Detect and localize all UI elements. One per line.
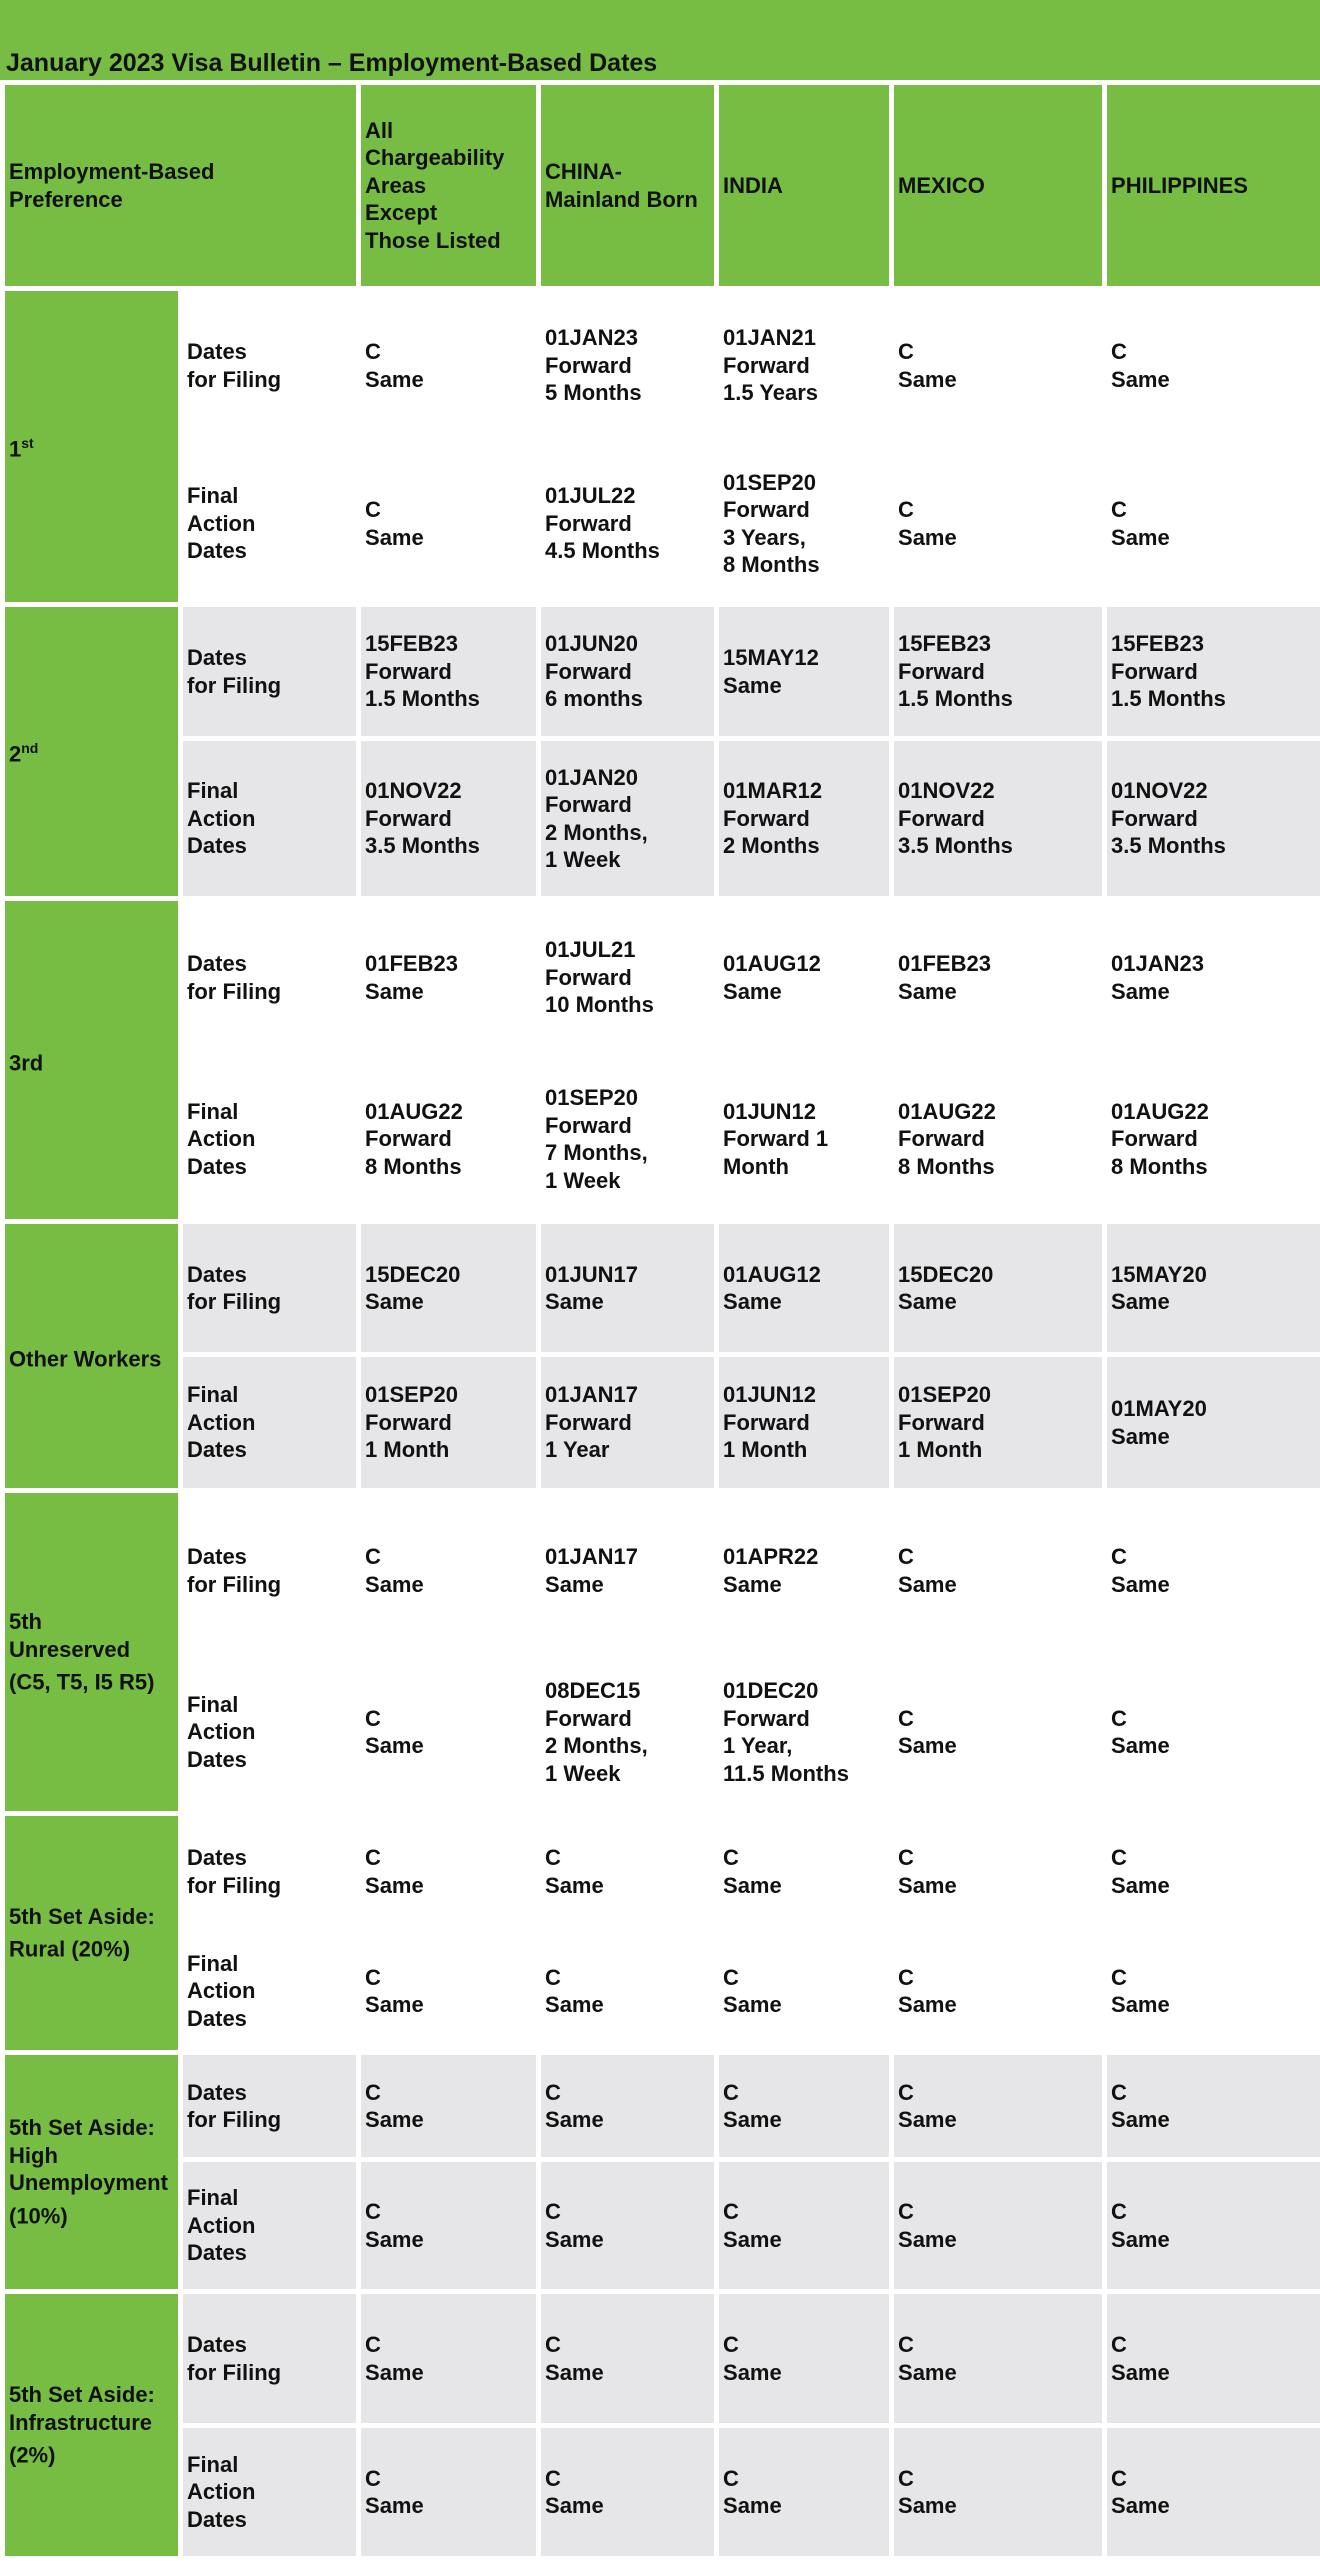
row-type-dates-for-filing: Dates for Filing	[181, 899, 359, 1057]
table-row	[3, 1651, 1320, 1814]
date-cell-china: 01JUN17 Same	[539, 1222, 717, 1355]
header-mexico: MEXICO	[892, 83, 1105, 289]
date-cell-all-chargeability: C Same	[359, 289, 539, 443]
preference-group-label	[3, 2053, 181, 2292]
table-row	[3, 2292, 1320, 2426]
date-cell-all-chargeability: 15DEC20 Same	[359, 1222, 539, 1355]
date-cell-philippines: 15FEB23 Forward 1.5 Months	[1105, 605, 1320, 739]
preference-label-suffix: st	[21, 435, 33, 451]
row-type-final-action-dates: Final Action Dates	[181, 739, 359, 899]
table-row	[3, 605, 1320, 739]
preference-group-label	[3, 1222, 181, 1491]
row-type-final-action-dates: Final Action Dates	[181, 2160, 359, 2292]
table-row	[3, 443, 1320, 605]
date-cell-india: 01MAR12 Forward 2 Months	[717, 739, 892, 899]
date-cell-china: C Same	[539, 1930, 717, 2053]
table-body	[3, 289, 1320, 2559]
date-cell-all-chargeability: C Same	[359, 2160, 539, 2292]
row-type-dates-for-filing: Dates for Filing	[181, 1491, 359, 1651]
date-cell-india: 01JUN12 Forward 1 Month	[717, 1355, 892, 1491]
preference-label-text: 5th Set Aside: Rural (20%)	[9, 1904, 155, 1962]
table-row	[3, 2160, 1320, 2292]
date-cell-china: 01JAN17 Same	[539, 1491, 717, 1651]
row-type-final-action-dates: Final Action Dates	[181, 1930, 359, 2053]
table-row	[3, 1222, 1320, 1355]
preference-label-text: 5th Set Aside: Infrastructure (2%)	[9, 2382, 155, 2467]
date-cell-philippines: C Same	[1105, 2426, 1320, 2559]
date-cell-india: 01SEP20 Forward 3 Years, 8 Months	[717, 443, 892, 605]
header-row	[3, 83, 1320, 289]
date-cell-philippines: C Same	[1105, 1814, 1320, 1930]
row-type-final-action-dates: Final Action Dates	[181, 1651, 359, 1814]
date-cell-philippines: 01NOV22 Forward 3.5 Months	[1105, 739, 1320, 899]
date-cell-china: 01JAN23 Forward 5 Months	[539, 289, 717, 443]
header-preference: Employment-Based Preference	[3, 83, 359, 289]
table-row	[3, 899, 1320, 1057]
row-type-final-action-dates: Final Action Dates	[181, 1057, 359, 1222]
preference-group-label	[3, 1491, 181, 1814]
date-cell-china: C Same	[539, 2160, 717, 2292]
preference-group-label	[3, 605, 181, 899]
date-cell-china: 01JUN20 Forward 6 months	[539, 605, 717, 739]
date-cell-india: C Same	[717, 2160, 892, 2292]
date-cell-philippines: 01MAY20 Same	[1105, 1355, 1320, 1491]
preference-label-text: 2	[9, 741, 21, 766]
date-cell-india: C Same	[717, 1930, 892, 2053]
preference-label-suffix: nd	[21, 740, 38, 756]
date-cell-mexico: 15FEB23 Forward 1.5 Months	[892, 605, 1105, 739]
date-cell-china: C Same	[539, 2426, 717, 2559]
date-cell-all-chargeability: C Same	[359, 1491, 539, 1651]
date-cell-mexico: 01AUG22 Forward 8 Months	[892, 1057, 1105, 1222]
date-cell-philippines: C Same	[1105, 2292, 1320, 2426]
row-type-dates-for-filing: Dates for Filing	[181, 289, 359, 443]
date-cell-philippines: C Same	[1105, 2160, 1320, 2292]
date-cell-mexico: C Same	[892, 443, 1105, 605]
date-cell-china: 01SEP20 Forward 7 Months, 1 Week	[539, 1057, 717, 1222]
date-cell-mexico: 01FEB23 Same	[892, 899, 1105, 1057]
date-cell-india: 01JAN21 Forward 1.5 Years	[717, 289, 892, 443]
header-india: INDIA	[717, 83, 892, 289]
preference-group-label	[3, 2292, 181, 2559]
row-type-dates-for-filing: Dates for Filing	[181, 1222, 359, 1355]
date-cell-mexico: C Same	[892, 1491, 1105, 1651]
date-cell-mexico: C Same	[892, 2160, 1105, 2292]
table-row	[3, 2053, 1320, 2160]
date-cell-all-chargeability: C Same	[359, 1814, 539, 1930]
date-cell-china: C Same	[539, 2292, 717, 2426]
table-row	[3, 289, 1320, 443]
header-all-chargeability: All Chargeability Areas Except Those Listed	[359, 83, 539, 289]
date-cell-china: 01JUL21 Forward 10 Months	[539, 899, 717, 1057]
preference-label-text: 1	[9, 436, 21, 461]
date-cell-mexico: C Same	[892, 2426, 1105, 2559]
preference-label-text: 5th Unreserved (C5, T5, I5 R5)	[9, 1609, 154, 1694]
date-cell-mexico: C Same	[892, 289, 1105, 443]
row-type-final-action-dates: Final Action Dates	[181, 443, 359, 605]
date-cell-china: 01JAN20 Forward 2 Months, 1 Week	[539, 739, 717, 899]
date-cell-philippines: 01AUG22 Forward 8 Months	[1105, 1057, 1320, 1222]
date-cell-china: 01JUL22 Forward 4.5 Months	[539, 443, 717, 605]
date-cell-all-chargeability: C Same	[359, 2292, 539, 2426]
date-cell-india: 01DEC20 Forward 1 Year, 11.5 Months	[717, 1651, 892, 1814]
date-cell-india: 01APR22 Same	[717, 1491, 892, 1651]
date-cell-mexico: C Same	[892, 1930, 1105, 2053]
date-cell-philippines: C Same	[1105, 2053, 1320, 2160]
preference-group-label	[3, 1814, 181, 2053]
date-cell-mexico: 01SEP20 Forward 1 Month	[892, 1355, 1105, 1491]
date-cell-philippines: C Same	[1105, 443, 1320, 605]
date-cell-mexico: C Same	[892, 2292, 1105, 2426]
date-cell-china: 08DEC15 Forward 2 Months, 1 Week	[539, 1651, 717, 1814]
date-cell-philippines: 15MAY20 Same	[1105, 1222, 1320, 1355]
date-cell-mexico: C Same	[892, 1651, 1105, 1814]
preference-label-text: 5th Set Aside: High Unemployment (10%)	[9, 2115, 168, 2228]
preference-label-text: 3rd	[9, 1050, 43, 1075]
date-cell-india: C Same	[717, 2292, 892, 2426]
preference-label-text: Other Workers	[9, 1346, 161, 1371]
date-cell-india: C Same	[717, 1814, 892, 1930]
date-cell-all-chargeability: C Same	[359, 443, 539, 605]
date-cell-india: C Same	[717, 2053, 892, 2160]
header-philippines: PHILIPPINES	[1105, 83, 1320, 289]
table-row	[3, 1814, 1320, 1930]
preference-group-label	[3, 289, 181, 605]
date-cell-china: C Same	[539, 1814, 717, 1930]
date-cell-mexico: 01NOV22 Forward 3.5 Months	[892, 739, 1105, 899]
table-row	[3, 1491, 1320, 1651]
date-cell-philippines: C Same	[1105, 1930, 1320, 2053]
date-cell-india: 15MAY12 Same	[717, 605, 892, 739]
date-cell-all-chargeability: 01AUG22 Forward 8 Months	[359, 1057, 539, 1222]
date-cell-india: 01AUG12 Same	[717, 1222, 892, 1355]
table-row	[3, 1057, 1320, 1222]
date-cell-india: 01JUN12 Forward 1 Month	[717, 1057, 892, 1222]
row-type-dates-for-filing: Dates for Filing	[181, 605, 359, 739]
date-cell-mexico: C Same	[892, 2053, 1105, 2160]
row-type-dates-for-filing: Dates for Filing	[181, 1814, 359, 1930]
date-cell-all-chargeability: 01FEB23 Same	[359, 899, 539, 1057]
date-cell-india: C Same	[717, 2426, 892, 2559]
table-row	[3, 2426, 1320, 2559]
date-cell-philippines: C Same	[1105, 1491, 1320, 1651]
dates-table	[0, 80, 1320, 2561]
date-cell-mexico: 15DEC20 Same	[892, 1222, 1105, 1355]
row-type-dates-for-filing: Dates for Filing	[181, 2053, 359, 2160]
date-cell-all-chargeability: C Same	[359, 2053, 539, 2160]
date-cell-china: 01JAN17 Forward 1 Year	[539, 1355, 717, 1491]
table-row	[3, 739, 1320, 899]
row-type-dates-for-filing: Dates for Filing	[181, 2292, 359, 2426]
preference-group-label	[3, 899, 181, 1222]
header-china: CHINA- Mainland Born	[539, 83, 717, 289]
date-cell-all-chargeability: C Same	[359, 1651, 539, 1814]
row-type-final-action-dates: Final Action Dates	[181, 2426, 359, 2559]
date-cell-philippines: C Same	[1105, 289, 1320, 443]
date-cell-philippines: 01JAN23 Same	[1105, 899, 1320, 1057]
table-row	[3, 1930, 1320, 2053]
date-cell-all-chargeability: 01NOV22 Forward 3.5 Months	[359, 739, 539, 899]
date-cell-philippines: C Same	[1105, 1651, 1320, 1814]
date-cell-china: C Same	[539, 2053, 717, 2160]
date-cell-all-chargeability: C Same	[359, 2426, 539, 2559]
page-title: January 2023 Visa Bulletin – Employment-Based Dates	[0, 0, 1320, 80]
date-cell-all-chargeability: C Same	[359, 1930, 539, 2053]
table-row	[3, 1355, 1320, 1491]
row-type-final-action-dates: Final Action Dates	[181, 1355, 359, 1491]
date-cell-india: 01AUG12 Same	[717, 899, 892, 1057]
date-cell-mexico: C Same	[892, 1814, 1105, 1930]
date-cell-all-chargeability: 15FEB23 Forward 1.5 Months	[359, 605, 539, 739]
date-cell-all-chargeability: 01SEP20 Forward 1 Month	[359, 1355, 539, 1491]
